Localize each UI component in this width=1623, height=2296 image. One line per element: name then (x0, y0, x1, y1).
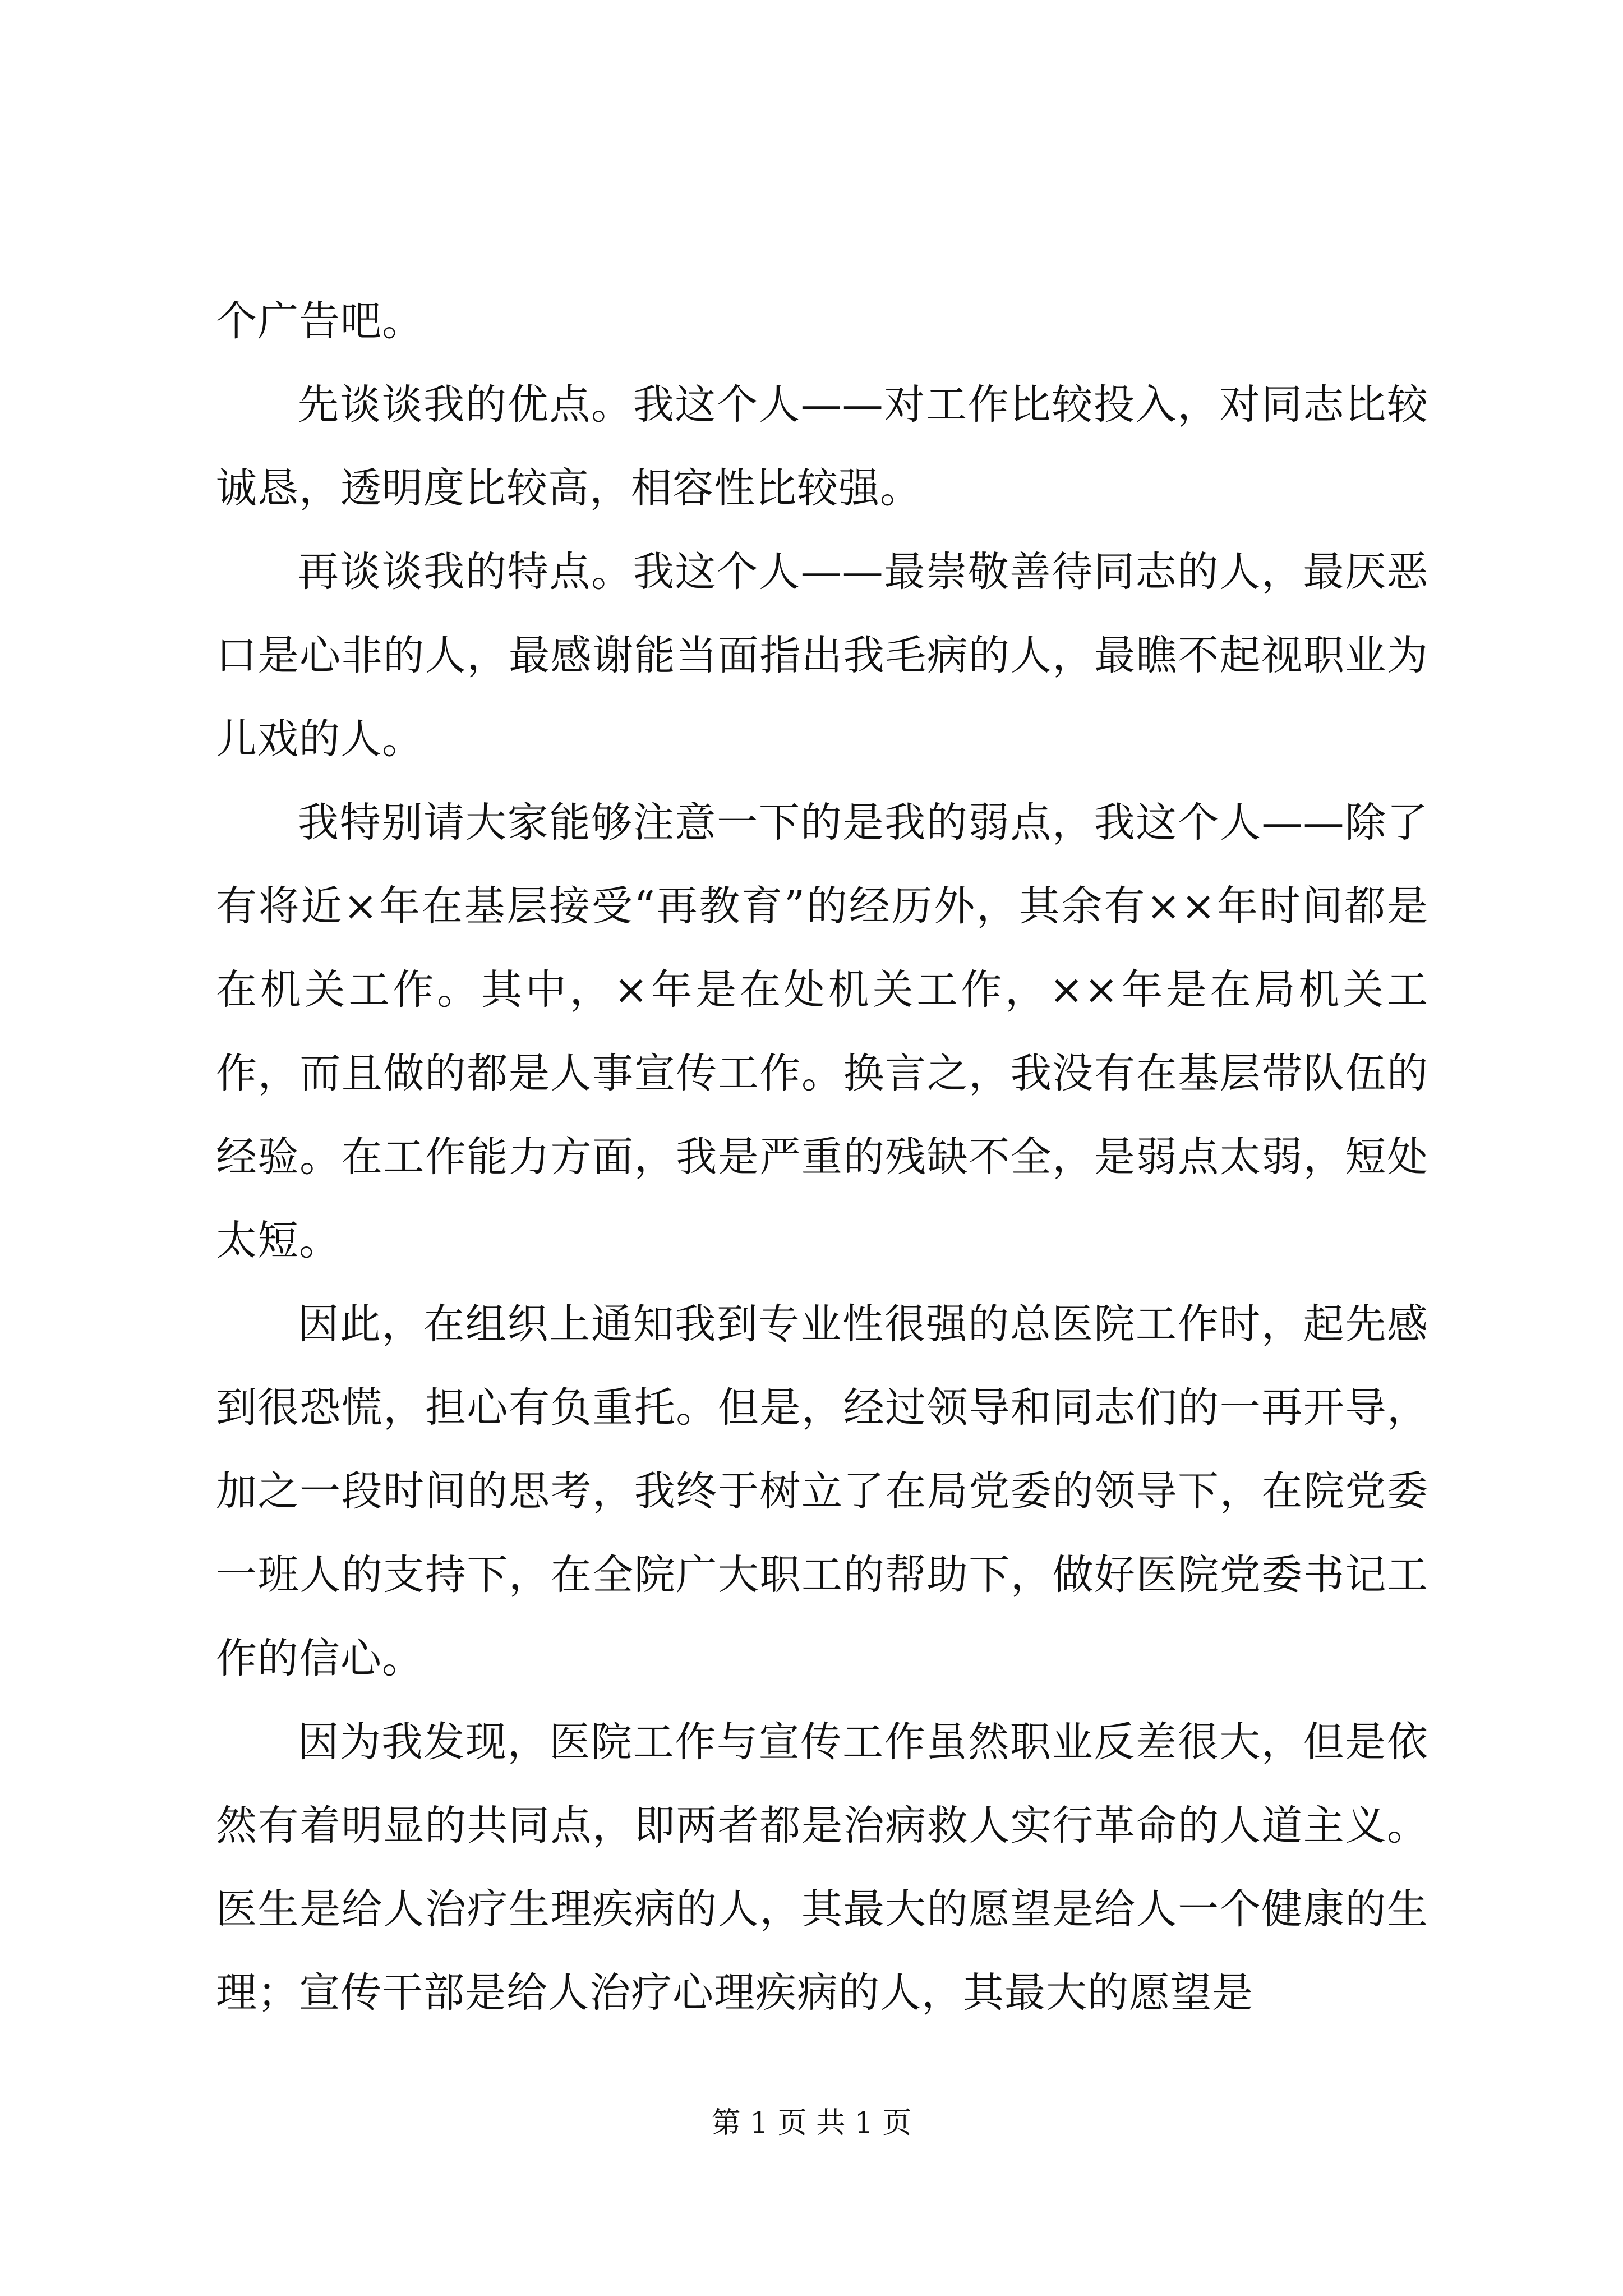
paragraph-6: 因为我发现，医院工作与宣传工作虽然职业反差很大，但是依然有着明显的共同点，即两者都是治病救人实行革命的人道主义。医生是给人治疗生理疾病的人，其最大的愿望是给人一个健康的生理；宣传干部是给人治疗心理疾病的人，其最大的愿望是 (216, 1718, 1428, 2017)
paragraph-2: 先谈谈我的优点。我这个人——对工作比较投入，对同志比较诚恳，透明度比较高，相容性比较强。 (216, 381, 1428, 512)
page-footer: 第 1 页 共 1 页 (711, 2106, 912, 2140)
paragraph-1: 个广告吧。 (216, 297, 423, 345)
paragraph-5: 因此，在组织上通知我到专业性很强的总医院工作时，起先感到很恐慌，担心有负重托。但是，经过领导和同志们的一再开导，加之一段时间的思考，我终于树立了在局党委的领导下，在院党委一班人的支持下，在全院广大职工的帮助下，做好医院党委书记工作的信心。 (216, 1300, 1428, 1682)
paragraph-3: 再谈谈我的特点。我这个人——最崇敬善待同志的人，最厌恶口是心非的人，最感谢能当面指出我毛病的人，最瞧不起视职业为儿戏的人。 (216, 548, 1428, 763)
paragraph-4: 我特别请大家能够注意一下的是我的弱点，我这个人——除了有将近×年在基层接受“再教育”的经历外，其余有××年时间都是在机关工作。其中，×年是在处机关工作，××年是在局机关工作，而且做的都是人事宣传工作。换言之，我没有在基层带队伍的经验。在工作能力方面，我是严重的残缺不全，是弱点太弱，短处太短。 (216, 799, 1428, 1264)
body-text (216, 279, 1428, 2035)
